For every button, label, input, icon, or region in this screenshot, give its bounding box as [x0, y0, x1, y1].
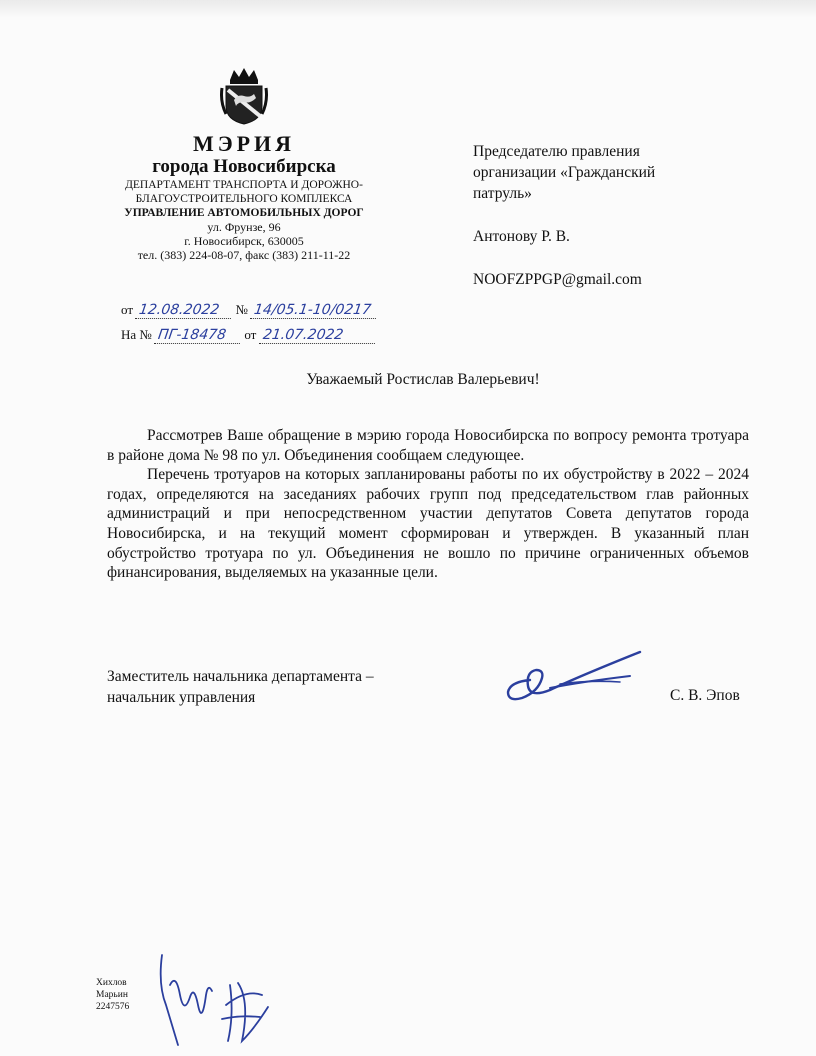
- address-city-zip: г. Новосибирск, 630005: [184, 234, 304, 248]
- incoming-date: 21.07.2022: [258, 327, 376, 344]
- administration-name: УПРАВЛЕНИЕ АВТОМОБИЛЬНЫХ ДОРОГ: [124, 207, 364, 219]
- recipient-line-2: организации «Гражданский: [473, 164, 656, 181]
- executor-line-1: Хихлов: [96, 978, 127, 988]
- greeting: Уважаемый Ростислав Валерьевич!: [306, 371, 540, 388]
- incoming-number: ПГ-18478: [154, 327, 242, 344]
- position-line-2: начальник управления: [107, 689, 256, 706]
- address-street: ул. Фрунзе, 96: [207, 220, 281, 234]
- recipient-email: NOOFZPPGP@gmail.com: [473, 271, 642, 288]
- executor-info: [96, 977, 129, 1013]
- incoming-label: На №: [121, 327, 152, 342]
- reg-from-label: от: [121, 302, 134, 317]
- incoming-registration: [121, 327, 376, 344]
- approval-initials: [150, 945, 280, 1050]
- executor-phone: 2247576: [96, 1002, 130, 1012]
- phone-fax: тел. (383) 224-08-07, факс (383) 211-11-22: [137, 248, 351, 262]
- department-name: ДЕПАРТАМЕНТ ТРАНСПОРТА И ДОРОЖНО-БЛАГОУСТРОИТЕЛЬНОГО КОМПЛЕКСА: [125, 179, 363, 205]
- city-title: города Новосибирска: [152, 156, 336, 177]
- recipient-name: Антонову Р. В.: [473, 228, 570, 245]
- handwritten-signature: [490, 640, 650, 710]
- incoming-from-label: от: [244, 327, 257, 342]
- letterhead: [104, 66, 384, 262]
- reg-no-label: №: [235, 302, 248, 317]
- body-paragraph-2: Перечень тротуаров на которых запланированы работы по их обустройству в 2022 – 2024 годах, определяются на заседаниях рабочих групп под председательством глав районных администраций и при непосредственном участии депутатов Совета депутатов города Новосибирска, и на текущий момент сформирован и утвержден. В указанный план обустройство тротуара по ул. Объединения не вошло по причине ограниченных объемов финансирования, выделяемых на указанные цели.: [107, 466, 749, 582]
- recipient-line-3: патруль»: [473, 185, 532, 202]
- outgoing-registration: [121, 302, 377, 319]
- scan-edge-shadow: [0, 0, 816, 18]
- signatory-name: С. В. Эпов: [670, 687, 740, 704]
- recipient-block: [473, 141, 723, 290]
- signatory-position: [107, 666, 374, 708]
- novosibirsk-coat-of-arms-icon: [220, 66, 268, 126]
- executor-line-2: Марьин: [96, 990, 128, 1000]
- reg-number: 14/05.1-10/0217: [250, 302, 378, 319]
- meria-title: МЭРИЯ: [192, 131, 296, 156]
- letter-body: [107, 426, 749, 583]
- recipient-line-1: Председателю правления: [473, 143, 640, 160]
- body-paragraph-1: Рассмотрев Ваше обращение в мэрию города Новосибирска по вопросу ремонта тротуара в районе дома № 98 по ул. Объединения сообщаем следующее.: [107, 427, 749, 464]
- position-line-1: Заместитель начальника департамента –: [107, 668, 374, 685]
- reg-date: 12.08.2022: [135, 302, 233, 319]
